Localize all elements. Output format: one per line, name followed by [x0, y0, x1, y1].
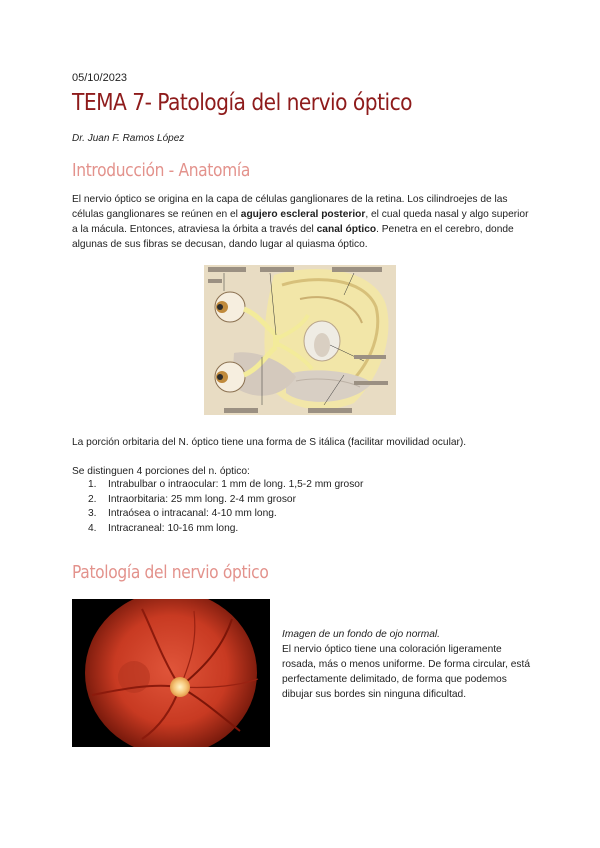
fundus-caption — [282, 627, 532, 702]
list-item-text: Intrabulbar o intraocular: 1 mm de long. 1,5-2 mm grosor — [108, 479, 364, 490]
intro-paragraph — [72, 192, 532, 252]
document-date: 05/10/2023 — [72, 72, 128, 84]
list-item — [88, 507, 363, 522]
porciones-intro-text: Se distinguen 4 porciones del n. óptico: — [72, 466, 250, 477]
fundus-photo — [72, 599, 270, 747]
porciones-list — [88, 478, 363, 536]
intro-text-3: . Penetra en el cerebro, donde algunas de sus fibras se decusan, dando lugar al quiasma óptico. — [72, 224, 514, 250]
list-item — [88, 522, 363, 537]
list-number: 4. — [88, 522, 97, 534]
list-number: 1. — [88, 479, 97, 490]
caption-italic: Imagen de un fondo de ojo normal. — [282, 629, 441, 640]
caption-text: El nervio óptico tiene una coloración ligeramente rosada, más o menos uniforme. De forma circular, está perfectamente delimitado, de forma que podemos dibujar sus bordes sin ninguna dificultad. — [282, 644, 530, 700]
list-number: 3. — [88, 508, 97, 519]
list-item-text: Intraósea o intracanal: 4-10 mm long. — [108, 508, 277, 519]
intro-text-1: El nervio óptico se origina en la capa de células ganglionares de la retina. Los cilindroejes de las células ganglionares se reúnen en el — [72, 194, 508, 220]
intro-bold-agujero: agujero escleral posterior — [240, 209, 366, 220]
section-heading-patologia: Patología del nervio óptico — [72, 562, 269, 583]
list-item-text: Intracraneal: 10-16 mm long. — [108, 522, 239, 534]
list-item — [88, 478, 363, 493]
optic-nerve-anatomy-figure — [204, 265, 396, 415]
list-item-text: Intraorbitaria: 25 mm long. 2-4 mm grosor — [108, 493, 296, 505]
intro-text-2: , el cual queda nasal y algo superior a la mácula. Entonces, atraviesa la órbita a través del — [72, 209, 529, 235]
author-line: Dr. Juan F. Ramos López — [72, 133, 185, 144]
list-number: 2. — [88, 493, 97, 505]
list-item — [88, 493, 363, 508]
page-title: TEMA 7- Patología del nervio óptico — [72, 90, 413, 116]
intro-bold-canal: canal óptico — [316, 224, 377, 235]
porcion-orbitaria-text: La porción orbitaria del N. óptico tiene una forma de S itálica (facilitar movilidad ocular). — [72, 437, 467, 448]
section-heading-introduccion: Introducción - Anatomía — [72, 160, 250, 181]
